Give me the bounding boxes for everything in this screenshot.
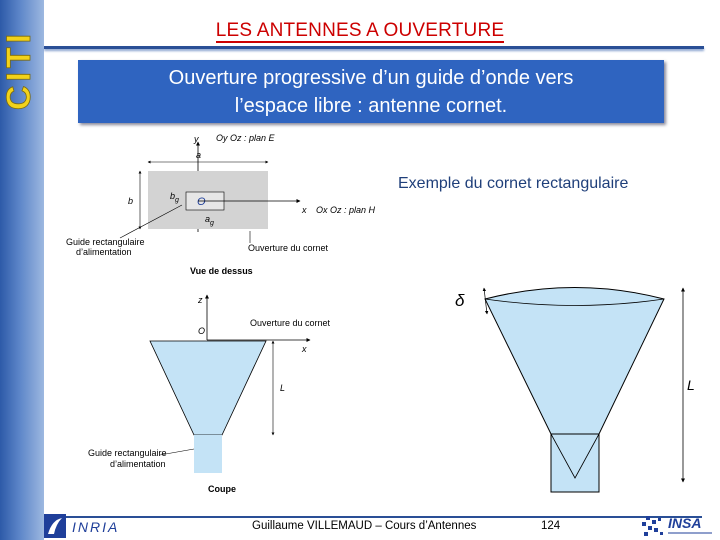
section-caption: Coupe <box>208 484 236 494</box>
top-view-y-label: y <box>194 134 199 144</box>
top-view-dim-bg: $b_g$ <box>170 191 179 204</box>
top-view-guide-label-1: Guide rectangulaire <box>66 237 145 247</box>
section-feed-guide <box>194 435 222 473</box>
section-view-diagram <box>88 295 331 494</box>
top-view-origin: O <box>197 196 206 208</box>
inria-logo <box>44 514 144 538</box>
top-view-plane-e: Oy Oz : plan E <box>216 133 275 143</box>
horn-3d-diagram <box>455 288 695 493</box>
top-view-guide-label-2: d’alimentation <box>76 247 132 257</box>
horn-body <box>485 288 664 435</box>
insa-logo <box>640 512 716 540</box>
horn-feed-guide <box>551 434 599 492</box>
subtitle-line-2: l’espace libre : antenne cornet. <box>234 95 508 117</box>
footer-author: Guillaume VILLEMAUD – Cours d’Antennes <box>252 520 477 532</box>
horn-delta-label: δ <box>455 291 465 310</box>
section-guide-label-1: Guide rectangulaire <box>88 448 167 458</box>
top-view-plane-h: Ox Oz : plan H <box>316 205 376 215</box>
top-view-dim-a: a <box>196 150 202 160</box>
section-aperture-label: Ouverture du cornet <box>250 318 331 328</box>
citi-logo-text: CITI <box>0 29 38 111</box>
top-view-x-label: x <box>302 205 307 215</box>
top-view-aperture-label: Ouverture du cornet <box>248 243 329 253</box>
slide-title: LES ANTENNES A OUVERTURE <box>215 20 505 41</box>
top-view-diagram <box>66 133 376 276</box>
section-length-label: L <box>280 383 286 393</box>
subtitle-line-1: Ouverture progressive d’un guide d’onde vers <box>168 67 574 89</box>
section-z-label: z <box>198 295 203 305</box>
page-number: 124 <box>541 520 561 532</box>
insa-logo-text: INSA <box>668 515 702 531</box>
top-view-caption: Vue de dessus <box>190 266 253 276</box>
section-x-label: x <box>302 344 307 354</box>
section-horn <box>150 341 266 435</box>
horn-length-label: L <box>687 377 695 393</box>
section-origin: O <box>198 326 206 336</box>
top-view-dim-ag: $a_g$ <box>205 214 214 227</box>
example-caption: Exemple du cornet rectangulaire <box>398 175 629 192</box>
top-view-dim-b: b <box>128 196 134 206</box>
inria-logo-text: INRIA <box>72 519 120 535</box>
section-guide-label-2: d’alimentation <box>110 459 166 469</box>
